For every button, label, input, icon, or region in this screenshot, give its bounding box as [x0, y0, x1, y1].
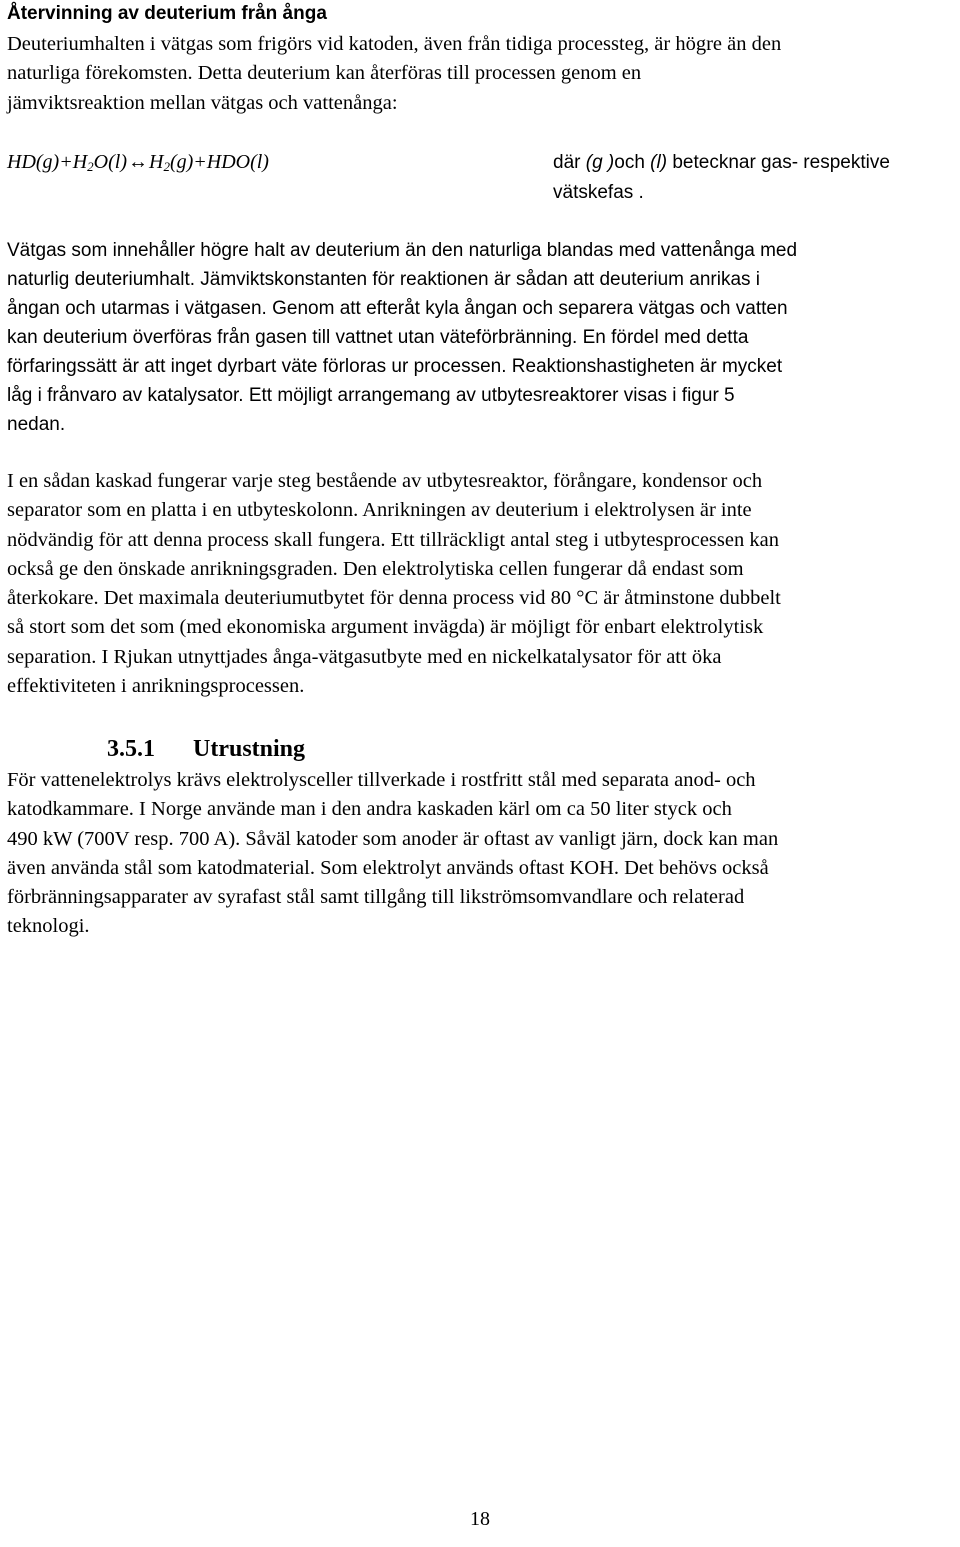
paragraph-line: nödvändig för att denna process skall fungera. Ett tillräckligt antal steg i utbytesprocessen kan — [7, 528, 779, 551]
equation-right-a: H — [148, 151, 164, 173]
paragraph-line: nedan. — [7, 414, 66, 435]
intro-paragraph — [7, 30, 959, 118]
paragraph-utrustning — [7, 766, 959, 942]
paragraph-line: även använda stål som katodmaterial. Som elektrolyt används oftast KOH. Det behövs också — [7, 856, 769, 879]
section-title: Utrustning — [193, 736, 306, 762]
equation-subscript: 2 — [163, 159, 170, 174]
page-number: 18 — [470, 1508, 490, 1530]
section-heading — [107, 734, 305, 764]
intro-line: naturliga förekomsten. Detta deuterium kan återföras till processen genom en — [7, 62, 642, 85]
paragraph-line: separation. I Rjukan utnyttjades ånga-vätgasutbyte med en nickelkatalysator för att öka — [7, 645, 722, 668]
paragraph-line: separator som en platta i en utbyteskolonn. Anrikningen av deuterium i elektrolysen är inte — [7, 499, 752, 522]
paragraph-line: katodkammare. I Norge använde man i den andra kaskaden kärl om ca 50 liter styck och — [7, 798, 732, 821]
paragraph-line: ångan och utarmas i vätgasen. Genom att efteråt kyla ångan och separera vätgas och vatten — [7, 298, 788, 319]
paragraph-line: också ge den önskade anrikningsgraden. Den elektrolytiska cellen fungerar då endast som — [7, 557, 744, 580]
intro-line: jämviktsreaktion mellan vätgas och vattenånga: — [7, 91, 398, 114]
intro-line: Deuteriumhalten i vätgas som frigörs vid katoden, även från tidiga processteg, är högre än den — [7, 33, 782, 55]
note-prefix: där — [553, 152, 586, 173]
paragraph-line: I en sådan kaskad fungerar varje steg bestående av utbytesreaktor, förångare, kondensor och — [7, 470, 763, 492]
paragraph-vatgas — [7, 236, 957, 439]
equation-subscript: 2 — [87, 159, 94, 174]
equation-left-a: HD(g)+H — [7, 151, 88, 173]
note-liquid-symbol: (l) — [650, 152, 668, 173]
double-arrow-icon: ↔ — [127, 151, 148, 173]
equation-note — [553, 148, 958, 208]
equilibrium-equation — [7, 148, 269, 181]
paragraph-line: effektiviteten i anrikningsprocessen. — [7, 675, 305, 698]
equation-right-b: (g)+HDO(l) — [169, 151, 269, 173]
paragraph-line: teknologi. — [7, 915, 90, 938]
paragraph-line: förfaringssätt är att inget dyrbart väte förloras ur processen. Reaktionshastigheten är mycket — [7, 356, 783, 377]
note-line2: vätskefas . — [553, 182, 644, 203]
paragraph-kaskad — [7, 467, 959, 701]
heading-deuterium-recovery: Återvinning av deuterium från ånga — [7, 3, 327, 24]
note-mid: och — [614, 152, 651, 173]
note-gas-symbol: (g ) — [585, 152, 615, 173]
section-number: 3.5.1 — [107, 736, 155, 762]
note-suffix: betecknar gas- respektive — [667, 152, 890, 173]
paragraph-line: så stort som det som (med ekonomiska argument invägda) är möjligt för enbart elektrolytisk — [7, 616, 764, 639]
paragraph-line: Vätgas som innehåller högre halt av deuterium än den naturliga blandas med vattenånga med — [7, 240, 798, 261]
paragraph-line: låg i frånvaro av katalysator. Ett möjligt arrangemang av utbytesreaktorer visas i figur 5 — [7, 385, 735, 406]
paragraph-line: 490 kW (700V resp. 700 A). Såväl katoder som anoder är oftast av vanligt järn, dock kan man — [7, 827, 779, 850]
paragraph-line: förbränningsapparater av syrafast stål samt tillgång till likströmsomvandlare och relaterad — [7, 886, 745, 909]
paragraph-line: För vattenelektrolys krävs elektrolysceller tillverkade i rostfritt stål med separata anod- och — [7, 769, 756, 791]
equation-left-b: O(l) — [93, 151, 127, 173]
paragraph-line: återkokare. Det maximala deuteriumutbytet för denna process vid 80 °C är åtminstone dubbelt — [7, 587, 781, 610]
paragraph-line: kan deuterium överföras från gasen till vattnet utan väteförbränning. En fördel med detta — [7, 327, 749, 348]
paragraph-line: naturlig deuteriumhalt. Jämviktskonstanten för reaktionen är sådan att deuterium anrikas i — [7, 269, 761, 290]
